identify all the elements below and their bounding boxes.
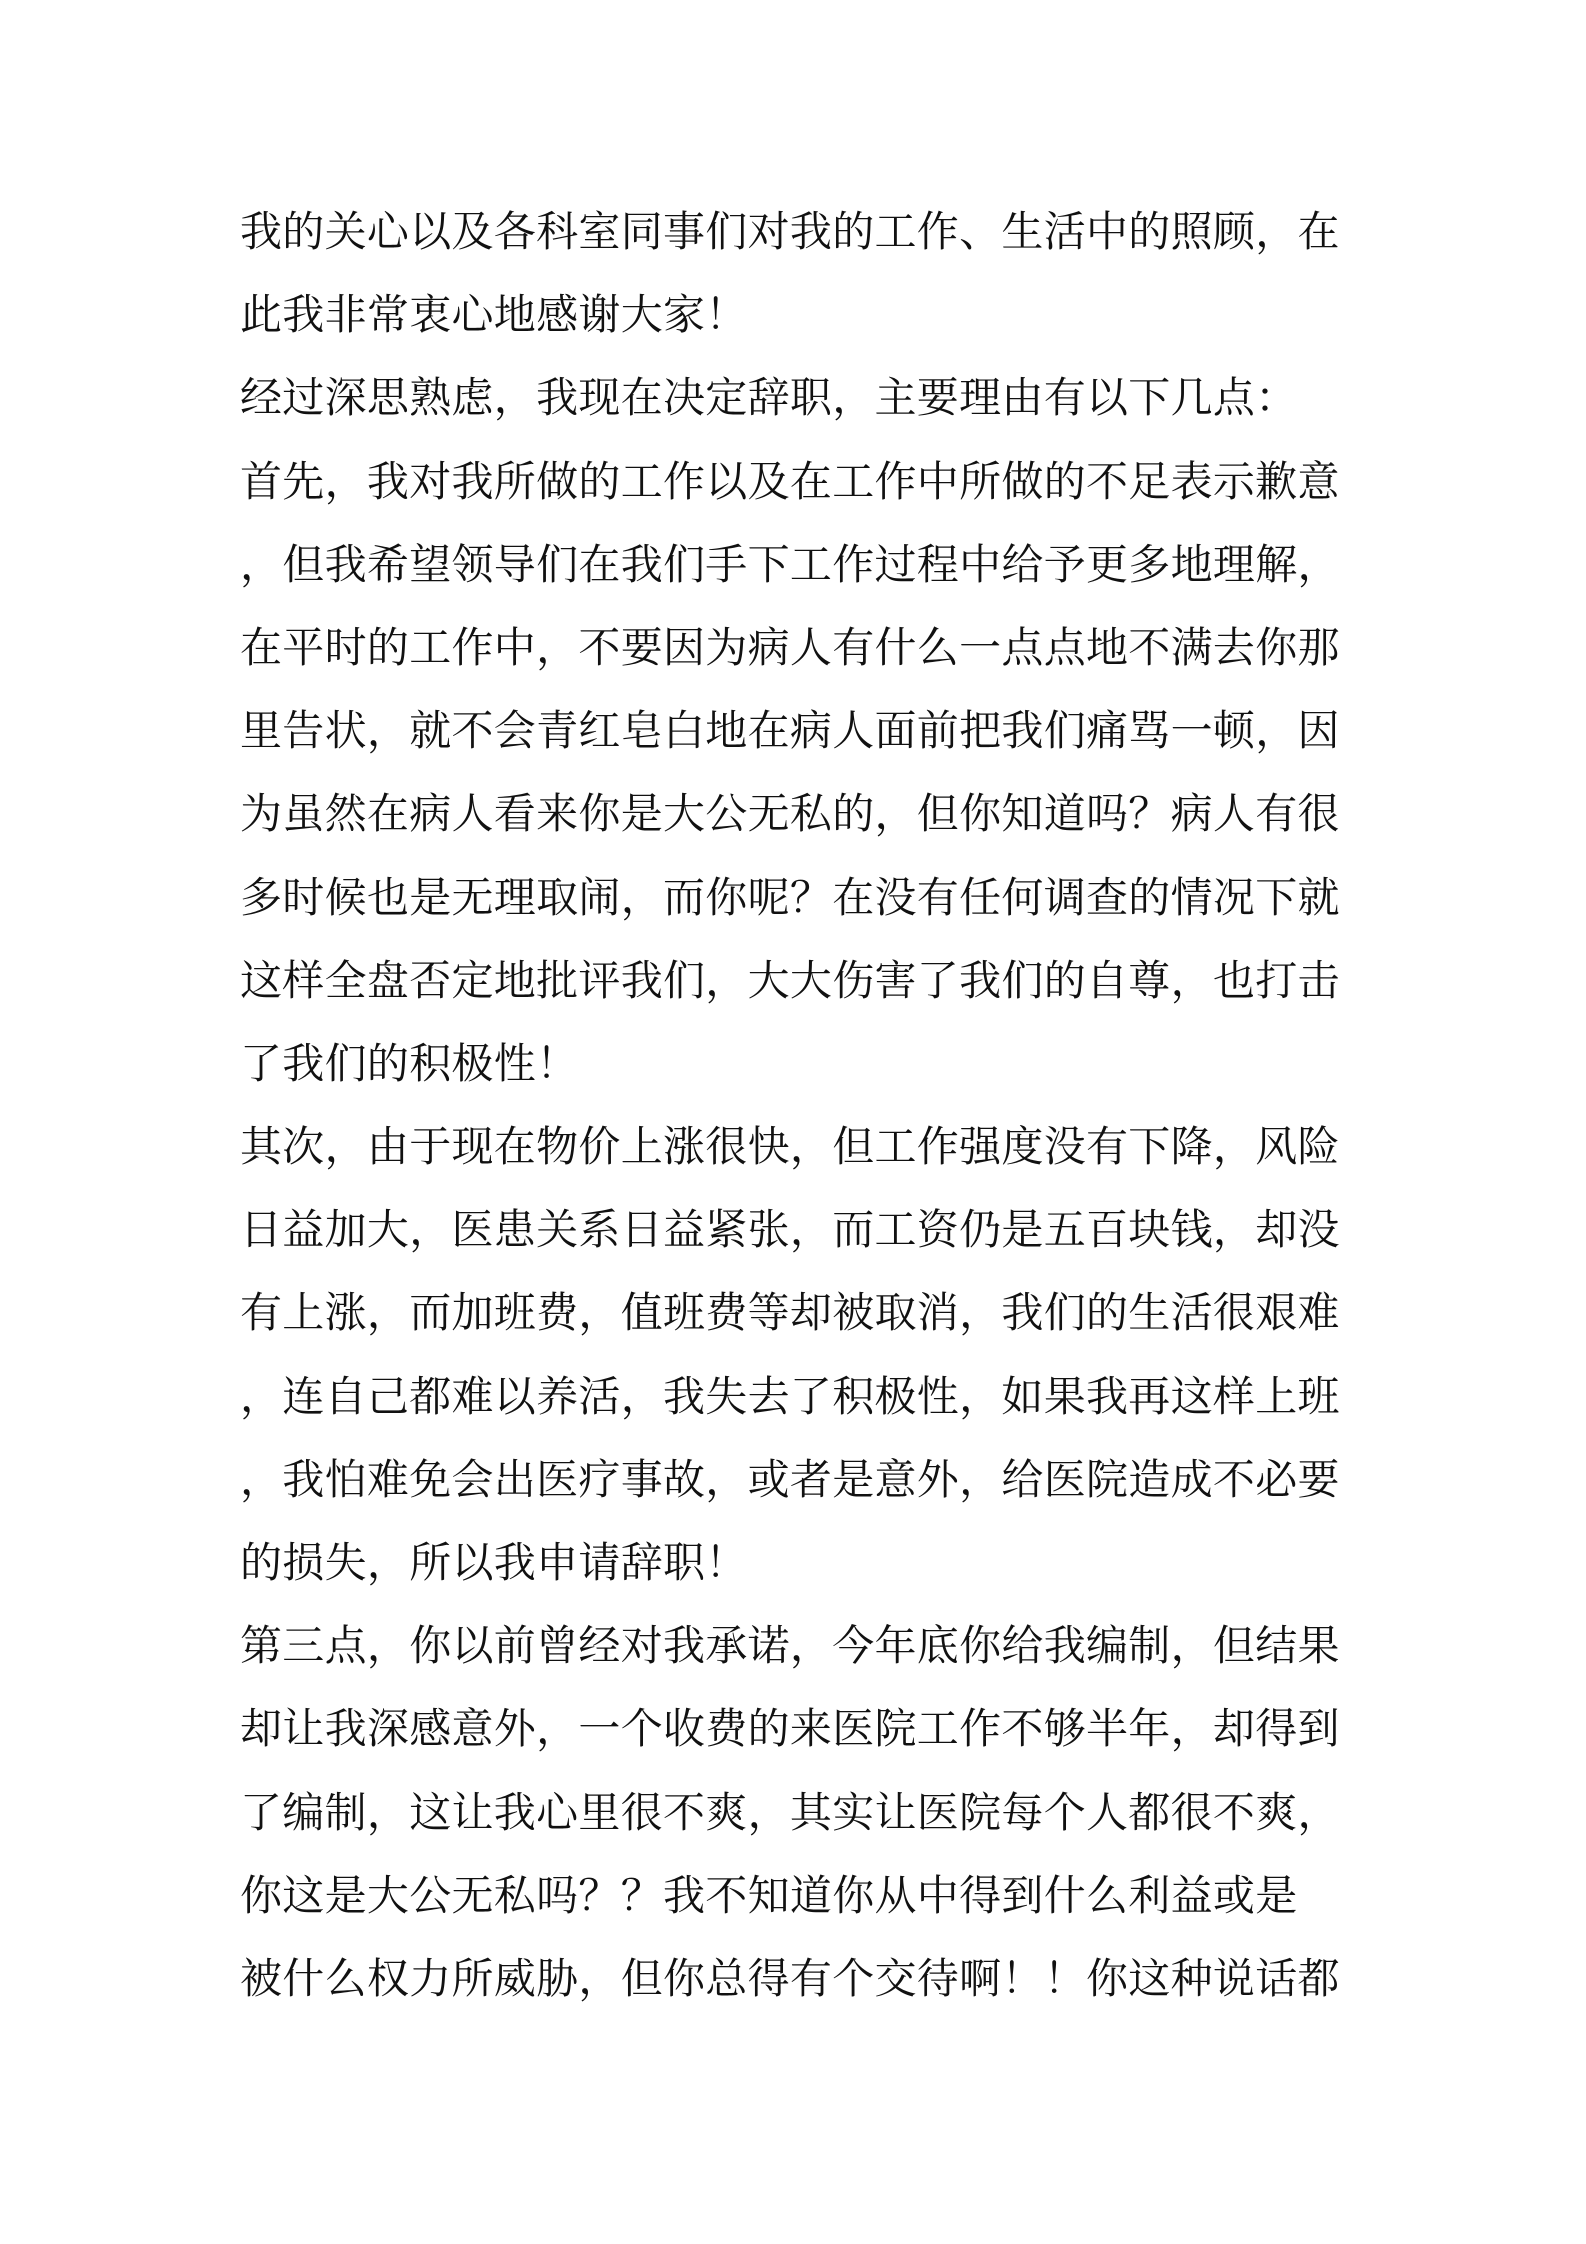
text-line: 经过深思熟虑，我现在决定辞职，主要理由有以下几点：	[240, 373, 1298, 423]
text-line: 第三点，你以前曾经对我承诺，今年底你给我编制，但结果	[240, 1621, 1340, 1671]
text-line: 了我们的积极性！	[240, 1038, 579, 1088]
text-line: 被什么权力所威胁，但你总得有个交待啊！！你这种说话都	[240, 1953, 1340, 2003]
text-line: 日益加大，医患关系日益紧张，而工资仍是五百块钱，却没	[240, 1205, 1340, 1255]
text-line: 为虽然在病人看来你是大公无私的，但你知道吗？病人有很	[240, 789, 1340, 839]
text-line: 多时候也是无理取闹，而你呢？在没有任何调查的情况下就	[240, 872, 1340, 922]
text-line: ，连自己都难以养活，我失去了积极性，如果我再这样上班	[240, 1371, 1340, 1421]
text-line: 却让我深感意外，一个收费的来医院工作不够半年，却得到	[240, 1704, 1340, 1754]
text-line: 了编制，这让我心里很不爽，其实让医院每个人都很不爽，	[240, 1787, 1340, 1837]
text-line: ，但我希望领导们在我们手下工作过程中给予更多地理解，	[240, 539, 1340, 589]
text-line: 你这是大公无私吗？？我不知道你从中得到什么利益或是	[240, 1870, 1298, 1920]
text-line: 此我非常衷心地感谢大家！	[240, 290, 748, 340]
letter-body	[240, 190, 1360, 2020]
text-line: 有上涨，而加班费，值班费等却被取消，我们的生活很艰难	[240, 1288, 1340, 1338]
text-line: ，我怕难免会出医疗事故，或者是意外，给医院造成不必要	[240, 1454, 1340, 1504]
text-line: 其次，由于现在物价上涨很快，但工作强度没有下降，风险	[240, 1122, 1340, 1172]
text-line: 的损失，所以我申请辞职！	[240, 1538, 748, 1587]
text-line: 我的关心以及各科室同事们对我的工作、生活中的照顾，在	[240, 207, 1340, 256]
text-line: 在平时的工作中，不要因为病人有什么一点点地不满去你那	[240, 622, 1340, 672]
text-line: 里告状，就不会青红皂白地在病人面前把我们痛骂一顿，因	[240, 706, 1340, 756]
text-line: 首先，我对我所做的工作以及在工作中所做的不足表示歉意	[240, 456, 1340, 506]
text-line: 这样全盘否定地批评我们，大大伤害了我们的自尊，也打击	[240, 955, 1340, 1005]
